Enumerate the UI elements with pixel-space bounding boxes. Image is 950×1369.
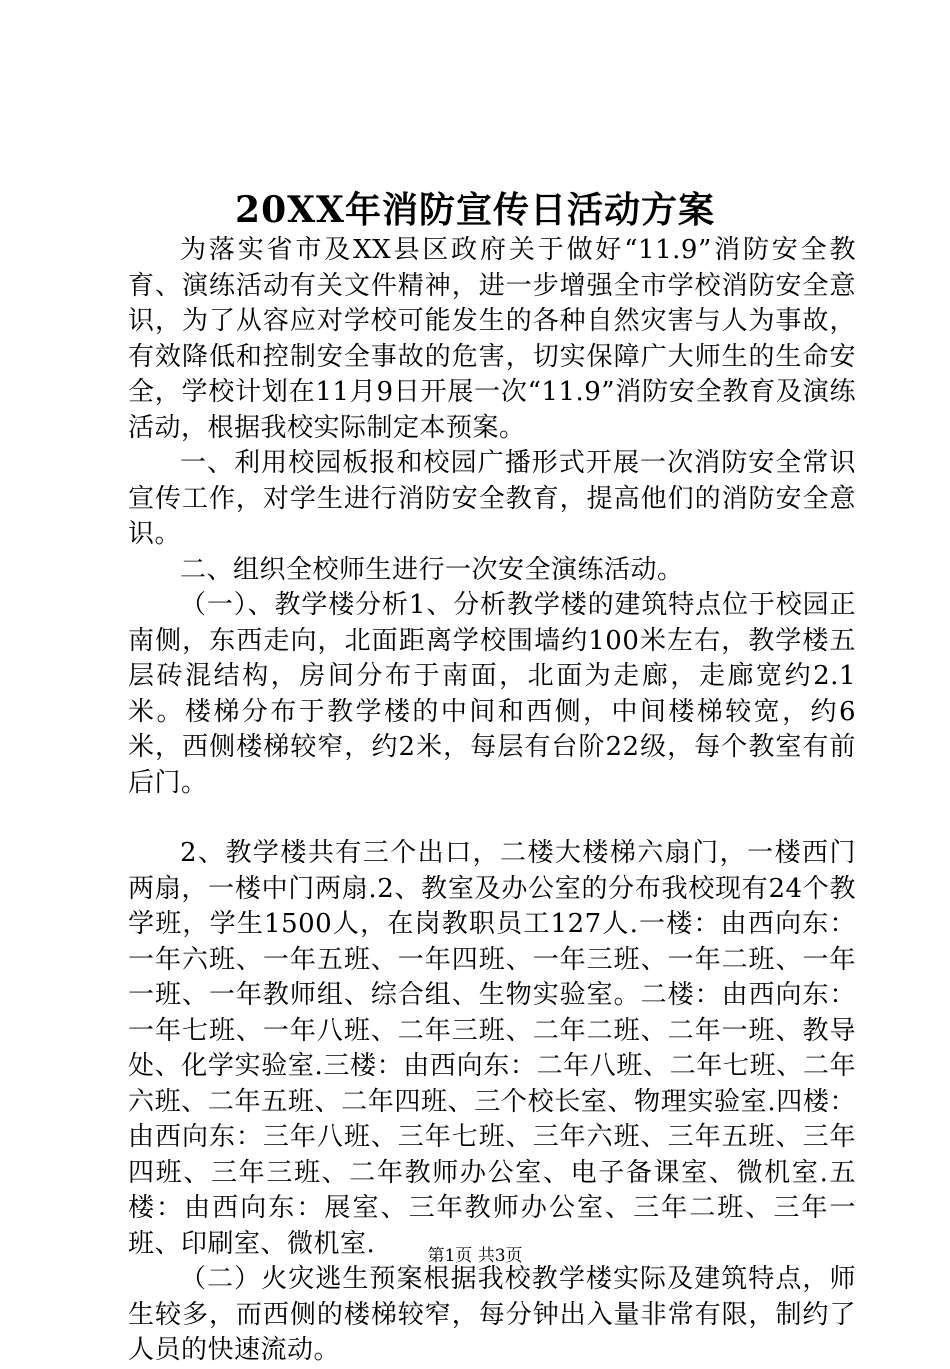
document-title: 20XX年消防宣传日活动方案 [235, 189, 715, 231]
page-number-footer: 第1页 共3页 [427, 1246, 523, 1266]
paragraph-section-one: 一、利用校园板报和校园广播形式开展一次消防安全常识宣传工作，对学生进行消防安全教育，提高他们的消防安全意识。 [128, 448, 856, 549]
paragraph-section-two: 二、组织全校师生进行一次安全演练活动。 [180, 554, 684, 585]
document-body [128, 233, 856, 1369]
paragraph-evacuation-plan: （二）火灾逃生预案根据我校教学楼实际及建筑特点，师生较多，而西侧的楼梯较窄，每分钟出入量非常有限，制约了人员的快速流动。 [128, 1264, 856, 1365]
paragraph-room-distribution: 2、教学楼共有三个出口，二楼大楼梯六扇门，一楼西门两扇，一楼中门两扇.2、教室及办公室的分布我校现有24个教学班，学生1500人，在岗教职员工127人.一楼：由西向东：一年六班、一年五班、一年四班、一年三班、一年二班、一年一班、一年教师组、综合组、生物实验室。二楼：由西向东：一年七班、一年八班、二年三班、二年二班、二年一班、教导处、化学实验室.三楼：由西向东：二年八班、二年七班、二年六班、二年五班、二年四班、三个校长室、物理实验室.四楼：由西向东：三年八班、三年七班、三年六班、三年五班、三年四班、三年三班、二年教师办公室、电子备课室、微机室.五楼：由西向东：展室、三年教师办公室、三年二班、三年一班、印刷室、微机室. [128, 838, 856, 1259]
paragraph-intro: 为落实省市及XX县区政府关于做好“11.9”消防安全教育、演练活动有关文件精神，进一步增强全市学校消防安全意识，为了从容应对学校可能发生的各种自然灾害与人为事故，有效降低和控制安全事故的危害，切实保障广大师生的生命安全，学校计划在11月9日开展一次“11.9”消防安全教育及演练活动，根据我校实际制定本预案。 [128, 235, 856, 443]
paragraph-building-analysis: （一）、教学楼分析1、分析教学楼的建筑特点位于校园正南侧，东西走向，北面距离学校围墙约100米左右，教学楼五层砖混结构，房间分布于南面，北面为走廊，走廊宽约2.1米。楼梯分布于教学楼的中间和西侧，中间楼梯较宽，约6米，西侧楼梯较窄，约2米，每层有台阶22级，每个教室有前后门。 [128, 590, 856, 798]
